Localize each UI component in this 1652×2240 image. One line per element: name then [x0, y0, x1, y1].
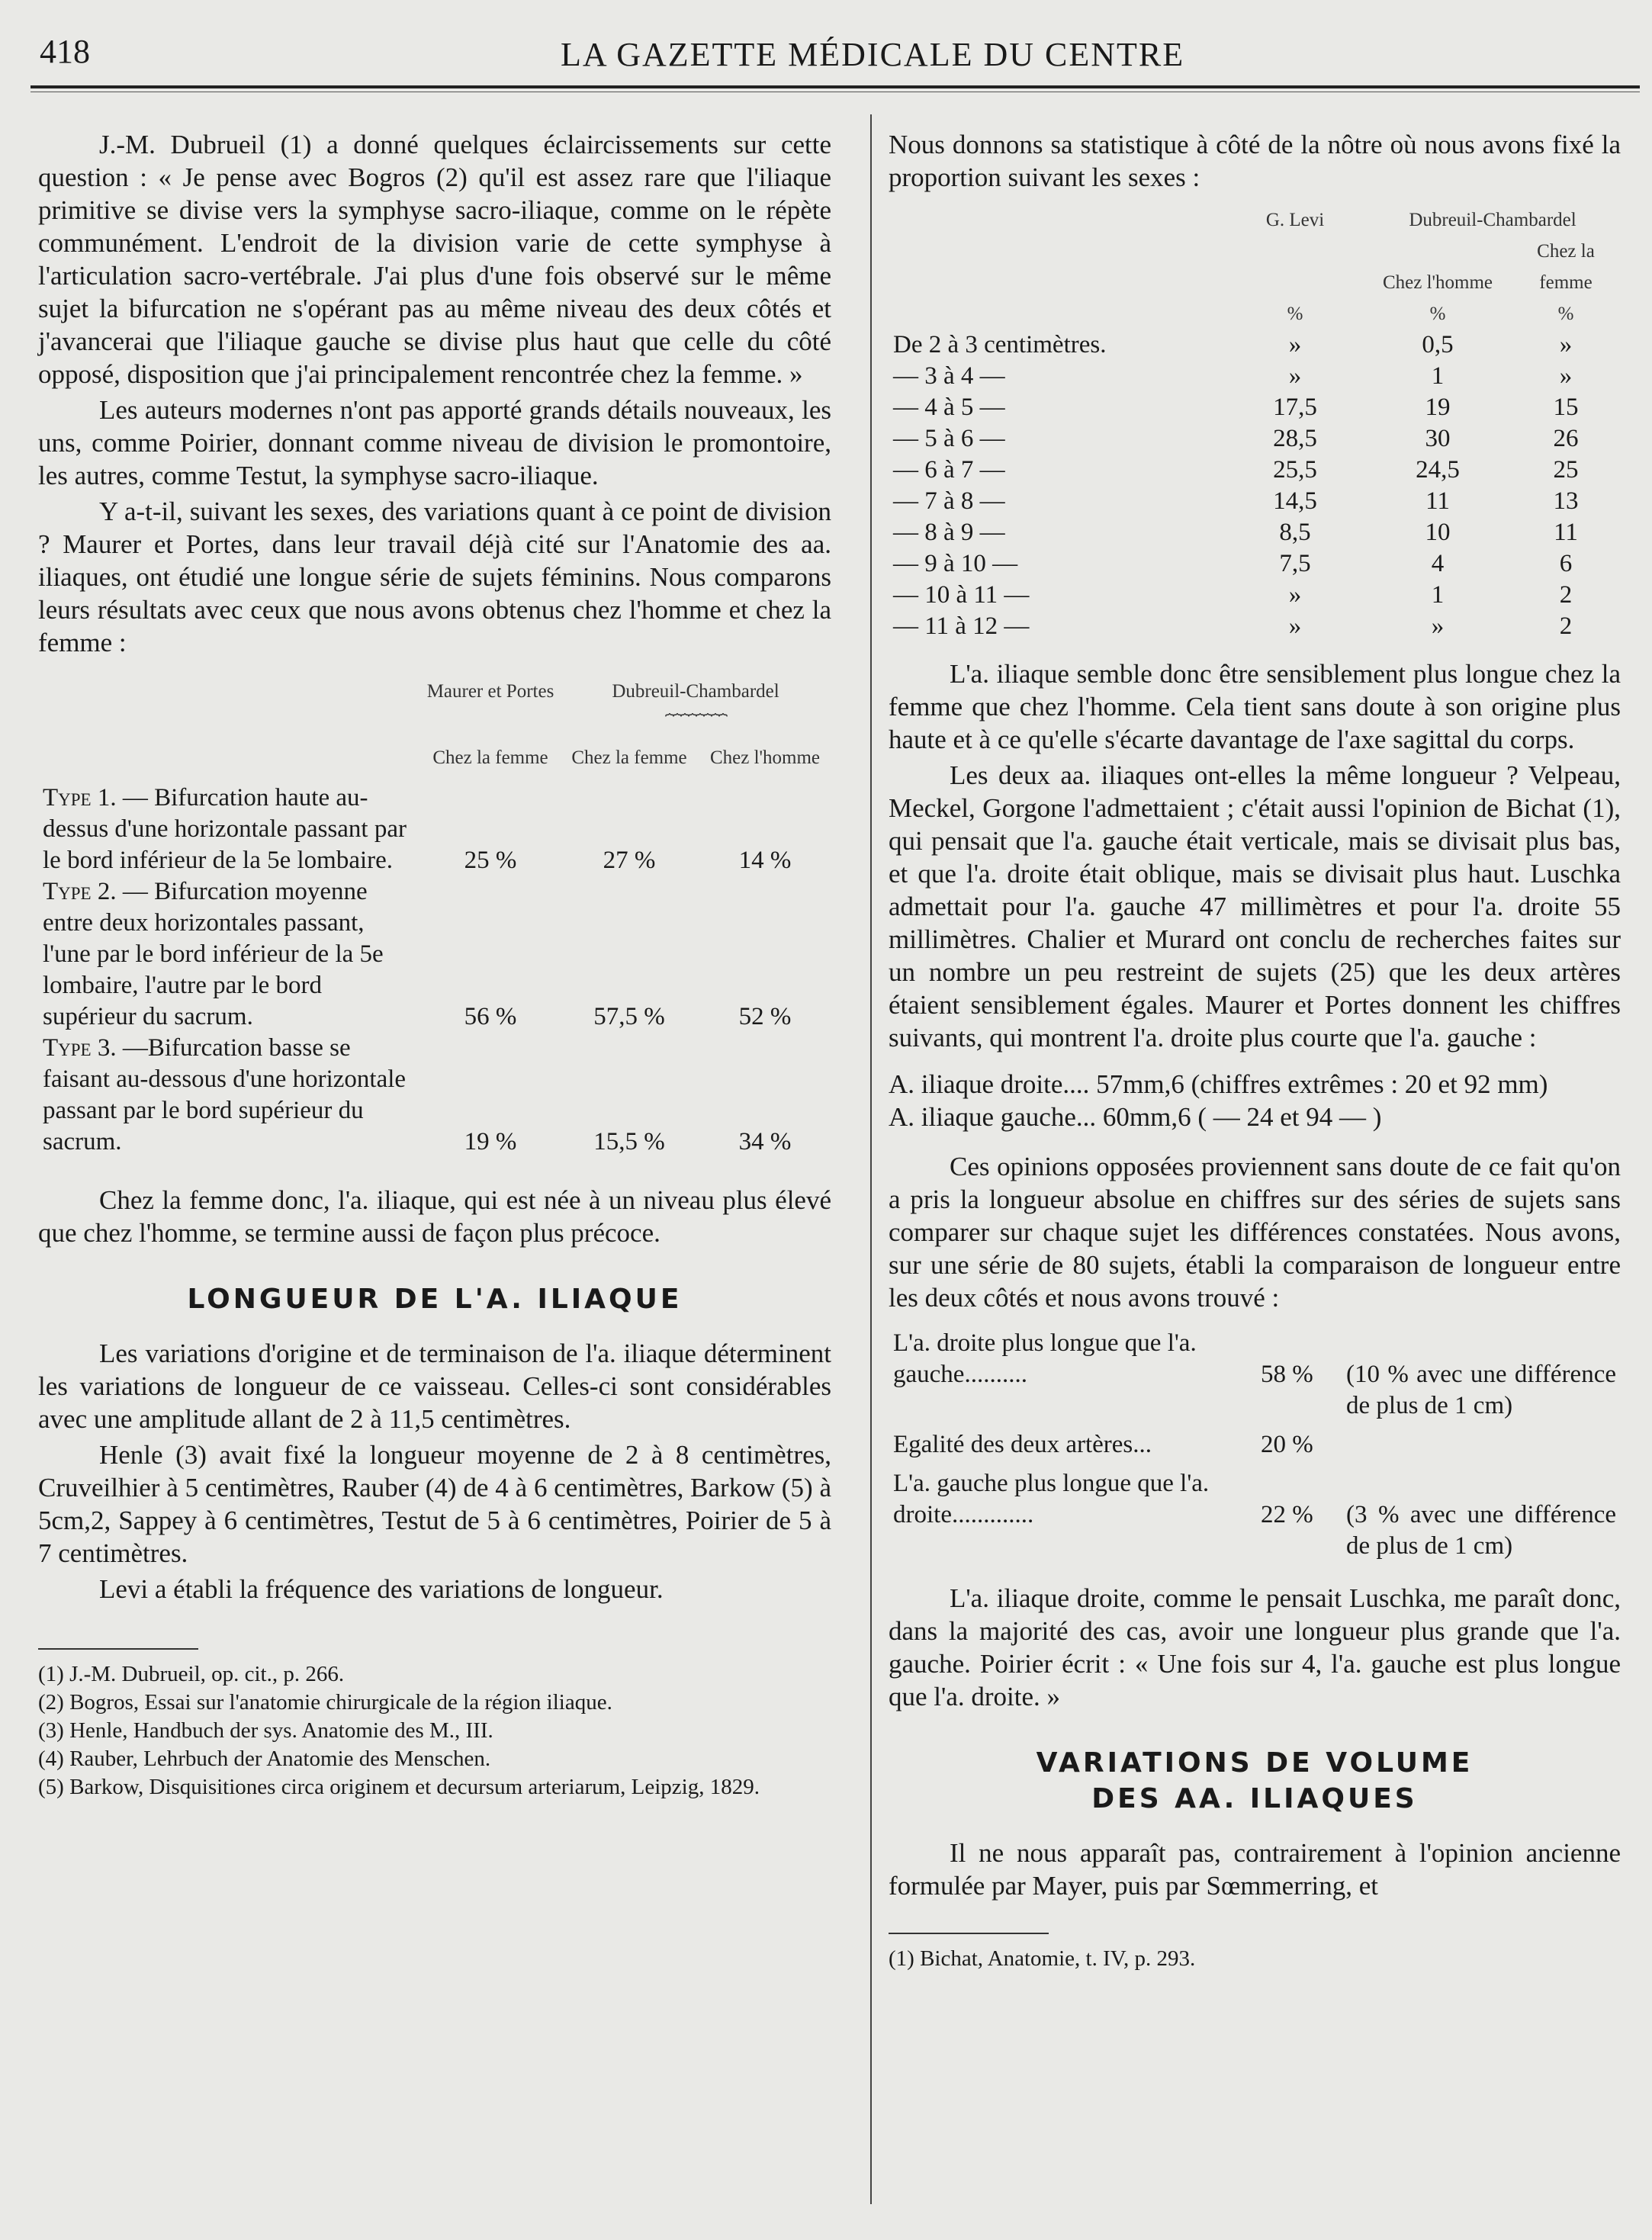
- paragraph: Chez la femme donc, l'a. iliaque, qui est née à un niveau plus élevé que chez l'homme, se termine aussi de façon plus précoce.: [38, 1185, 831, 1248]
- length-table: [889, 204, 1621, 642]
- table-cell: 19: [1425, 394, 1451, 421]
- footnote-rule: [889, 1933, 1049, 1934]
- table-cell: 25,5: [1273, 456, 1317, 484]
- bifurcation-table: [38, 676, 831, 1158]
- page-number: 418: [40, 33, 90, 70]
- table-row: [38, 876, 831, 1033]
- row-label: — 4 à 5 —: [893, 394, 1005, 421]
- page-header: [0, 23, 1652, 84]
- left-column: [38, 128, 831, 1801]
- section-heading: LONGUEUR DE L'A. ILIAQUE: [187, 1284, 683, 1315]
- table-cell: 27 %: [603, 847, 656, 874]
- table-cell: 19 %: [464, 1128, 517, 1155]
- footnote: (5) Barkow, Disquisitiones circa originem et decursum arteriarum, Leipzig, 1829.: [38, 1775, 760, 1799]
- table-cell: 8,5: [1279, 519, 1311, 546]
- table-row: [889, 1461, 1621, 1562]
- table-row: [889, 580, 1621, 611]
- table-cell: 28,5: [1273, 425, 1317, 452]
- table-cell: 15: [1553, 394, 1579, 421]
- table-cell: »: [1431, 612, 1445, 640]
- section-heading: DES AA. ILIAQUES: [1091, 1783, 1418, 1814]
- row-label: L'a. droite plus longue que l'a. gauche..........: [893, 1329, 1197, 1388]
- table-row: [889, 329, 1621, 361]
- comparison-table: [889, 1328, 1621, 1562]
- table-row: [889, 486, 1621, 517]
- row-label: De 2 à 3 centimètres.: [893, 331, 1107, 358]
- table-cell: 0,5: [1422, 331, 1454, 358]
- table-cell: 1: [1431, 581, 1445, 609]
- row-label: — 10 à 11 —: [893, 581, 1030, 609]
- type-description: — Bifurcation moyenne entre deux horizontales passant, l'une par le bord inférieur de la 5e lombaire, l'autre par le bord supérieur du sacrum.: [43, 878, 384, 1030]
- table-cell: 58 %: [1261, 1361, 1313, 1388]
- footnote: (2) Bogros, Essai sur l'anatomie chirurgicale de la région iliaque.: [38, 1690, 612, 1715]
- paragraph: Les deux aa. iliaques ont-elles la même longueur ? Velpeau, Meckel, Gorgone l'admettaient ; c'était aussi l'opinion de Bichat (1), qui pensait que l'a. gauche était verticale, mais se divisait plus bas, et que l'a. droite était oblique, mais se divisait plus haut. Luschka admettait pour l'a. gauche 47 millimètres et pour l'a. droite 55 millimètres. Chalier et Murard ont conclu de recherches faites sur un nombre un peu restreint de sujets (25) que les deux artères étaient sensiblement égales. Maurer et Portes donnent les chiffres suivants, qui montrent l'a. droite plus courte que l'a. gauche :: [889, 760, 1621, 1053]
- table-subheader: Chez l'homme: [1382, 272, 1493, 293]
- table-cell: 11: [1425, 487, 1450, 515]
- table-cell: 25 %: [464, 847, 517, 874]
- footnote: (1) Bichat, Anatomie, t. IV, p. 293.: [889, 1946, 1196, 1971]
- table-cell: 56 %: [464, 1003, 517, 1030]
- unit-label: %: [1557, 304, 1574, 324]
- table-cell: 30: [1425, 425, 1451, 452]
- table-subheader: Chez la femme: [1537, 241, 1595, 293]
- paragraph: L'a. iliaque droite, comme le pensait Luschka, me paraît donc, dans la majorité des cas, avoir une longueur plus grande que l'a. gauche. Poirier écrit : « Une fois sur 4, l'a. gauche est plus longue que l'a. droite. »: [889, 1583, 1621, 1711]
- table-group-header: Maurer et Portes: [426, 681, 554, 702]
- measurements: [889, 1068, 1621, 1133]
- row-label: — 6 à 7 —: [893, 456, 1005, 484]
- footnotes: [889, 1945, 1621, 1973]
- table-cell: »: [1559, 331, 1573, 358]
- footnote: (3) Henle, Handbuch der sys. Anatomie des M., III.: [38, 1718, 493, 1743]
- paragraph: Les variations d'origine et de terminaison de l'a. iliaque déterminent les variations de longueur de ce vaisseau. Celles-ci sont considérables avec une amplitude allant de 2 à 11,5 centimètres.: [38, 1339, 831, 1434]
- table-cell: 4: [1431, 550, 1445, 577]
- table-row: [889, 392, 1621, 423]
- table-cell: 52 %: [738, 1003, 792, 1030]
- table-row: [889, 423, 1621, 455]
- row-label: — 11 à 12 —: [893, 612, 1030, 640]
- row-label: L'a. gauche plus longue que l'a. droite.............: [893, 1470, 1210, 1528]
- measurement: A. iliaque droite.... 57mm,6 (chiffres extrêmes : 20 et 92 mm): [889, 1069, 1548, 1099]
- table-cell: 14 %: [738, 847, 792, 874]
- table-group-header: G. Levi: [1265, 210, 1325, 230]
- table-cell: 22 %: [1261, 1501, 1313, 1528]
- footnote-rule: [38, 1648, 198, 1650]
- table-cell: 57,5 %: [593, 1003, 665, 1030]
- table-cell: 7,5: [1279, 550, 1311, 577]
- row-label: — 7 à 8 —: [893, 487, 1005, 515]
- journal-title: LA GAZETTE MÉDICALE DU CENTRE: [561, 36, 1185, 73]
- paragraph: Les auteurs modernes n'ont pas apporté grands détails nouveaux, les uns, comme Poirier, donnant comme niveau de division le promontoire, les autres, comme Testut, la symphyse sacro-iliaque.: [38, 395, 831, 490]
- footnotes: [38, 1660, 831, 1801]
- table-row: [889, 1328, 1621, 1422]
- table-cell: 17,5: [1273, 394, 1317, 421]
- table-subheader: Chez la femme: [432, 747, 548, 768]
- table-cell: 2: [1559, 581, 1573, 609]
- table-row: [889, 517, 1621, 548]
- type-label: Type 1.: [43, 784, 117, 811]
- table-cell: »: [1288, 331, 1302, 358]
- column-divider: [870, 114, 872, 2204]
- table-cell: »: [1288, 581, 1302, 609]
- row-label: — 8 à 9 —: [893, 519, 1005, 546]
- header-rule: [31, 85, 1640, 88]
- type-label: Type 2.: [43, 878, 117, 905]
- measurement: A. iliaque gauche... 60mm,6 ( — 24 et 94 — ): [889, 1102, 1382, 1132]
- table-row: [889, 455, 1621, 486]
- table-row: [889, 548, 1621, 580]
- table-cell: 6: [1559, 550, 1573, 577]
- table-cell: 1: [1431, 362, 1445, 390]
- table-cell: 24,5: [1416, 456, 1460, 484]
- table-row: [38, 773, 831, 876]
- table-cell: 14,5: [1273, 487, 1317, 515]
- table-cell: 26: [1553, 425, 1579, 452]
- row-label: — 9 à 10 —: [893, 550, 1018, 577]
- table-cell: 13: [1553, 487, 1579, 515]
- paragraph: L'a. iliaque semble donc être sensiblement plus longue chez la femme que chez l'homme. Cela tient sans doute à son origine plus haute et à ce qu'elle s'écarte davantage de l'axe sagittal du corps.: [889, 659, 1621, 754]
- brace: ⏞⏞⏞⏞⏞⏞⏞⏞: [665, 714, 726, 731]
- paragraph: Ces opinions opposées proviennent sans doute de ce fait qu'on a pris la longueur absolue en chiffres sur des séries de sujets sans comparer sur chaque sujet les différences constatées. Nous avons, sur une série de 80 sujets, établi la comparaison de longueur entre les deux côtés et nous avons trouvé :: [889, 1152, 1621, 1313]
- table-cell: »: [1288, 362, 1302, 390]
- table-subheader: Chez l'homme: [709, 747, 821, 768]
- table-row: [889, 1422, 1621, 1461]
- table-row: [889, 611, 1621, 642]
- table-cell: »: [1288, 612, 1302, 640]
- right-column: [889, 128, 1621, 1973]
- table-subheader: Chez la femme: [571, 747, 687, 768]
- paragraph: Y a-t-il, suivant les sexes, des variations quant à ce point de division ? Maurer et Portes, dans leur travail déjà cité sur l'Anatomie des aa. iliaques, ont étudié une longue série de sujets féminins. Nous comparons leurs résultats avec ceux que nous avons obtenus chez l'homme et chez la femme :: [38, 497, 831, 657]
- table-cell: 15,5 %: [593, 1128, 665, 1155]
- unit-label: %: [1287, 304, 1303, 324]
- type-description: — Bifurcation haute au-dessus d'une horizontale passant par le bord inférieur de la 5e lombaire.: [43, 784, 407, 874]
- table-group-header: Dubreuil-Chambardel: [1409, 210, 1576, 230]
- paragraph: Nous donnons sa statistique à côté de la nôtre où nous avons fixé la proportion suivant les sexes :: [889, 130, 1621, 192]
- paragraph: Il ne nous apparaît pas, contrairement à l'opinion ancienne formulée par Mayer, puis par Sœmmerring, et: [889, 1838, 1621, 1901]
- row-label: Egalité des deux artères...: [893, 1431, 1152, 1458]
- paragraph: Levi a établi la fréquence des variations de longueur.: [99, 1574, 664, 1604]
- row-label: — 3 à 4 —: [893, 362, 1005, 390]
- paragraph: Henle (3) avait fixé la longueur moyenne de 2 à 8 centimètres, Cruveilhier à 5 centimètres, Rauber (4) de 4 à 6 centimètres, Barkow (5) à 5cm,2, Sappey à 6 centimètres, Testut de 5 à 6 centimètres, Poirier de 5 à 7 centimètres.: [38, 1440, 831, 1568]
- type-label: Type 3.: [43, 1034, 117, 1062]
- type-description: —Bifurcation basse se faisant au-dessous d'une horizontale passant par le bord supérieur du sacrum.: [43, 1034, 407, 1155]
- table-cell: 20 %: [1261, 1431, 1313, 1458]
- table-group-header: Dubreuil-Chambardel: [612, 681, 779, 702]
- table-cell: 2: [1559, 612, 1573, 640]
- table-row: [889, 361, 1621, 392]
- table-cell: 11: [1554, 519, 1578, 546]
- table-note: [1342, 1422, 1621, 1461]
- table-cell: »: [1559, 362, 1573, 390]
- section-heading: VARIATIONS DE VOLUME: [1036, 1747, 1474, 1779]
- table-cell: 10: [1425, 519, 1451, 546]
- row-label: — 5 à 6 —: [893, 425, 1005, 452]
- paragraph: J.-M. Dubrueil (1) a donné quelques éclaircissements sur cette question : « Je pense avec Bogros (2) qu'il est assez rare que l'iliaque primitive se divise vers la symphyse sacro-iliaque, comme on le répète communément. L'endroit de la division varie de cette symphyse à l'articulation sacro-vertébrale. J'ai plus d'une fois observé sur le même sujet la bifurcation ne s'opérant pas au même niveau des deux côtés et j'avancerai que l'iliaque gauche se divise plus haut que celle du côté opposé, disposition que j'ai principalement rencontrée chez la femme. »: [38, 130, 831, 389]
- table-cell: 25: [1553, 456, 1579, 484]
- table-row: [38, 1033, 831, 1158]
- unit-label: %: [1429, 304, 1446, 324]
- table-note: (3 % avec une différence de plus de 1 cm): [1346, 1501, 1616, 1560]
- footnote: (4) Rauber, Lehrbuch der Anatomie des Menschen.: [38, 1747, 491, 1771]
- table-cell: 34 %: [738, 1128, 792, 1155]
- table-note: (10 % avec une différence de plus de 1 cm): [1346, 1361, 1616, 1419]
- footnote: (1) J.-M. Dubrueil, op. cit., p. 266.: [38, 1662, 345, 1686]
